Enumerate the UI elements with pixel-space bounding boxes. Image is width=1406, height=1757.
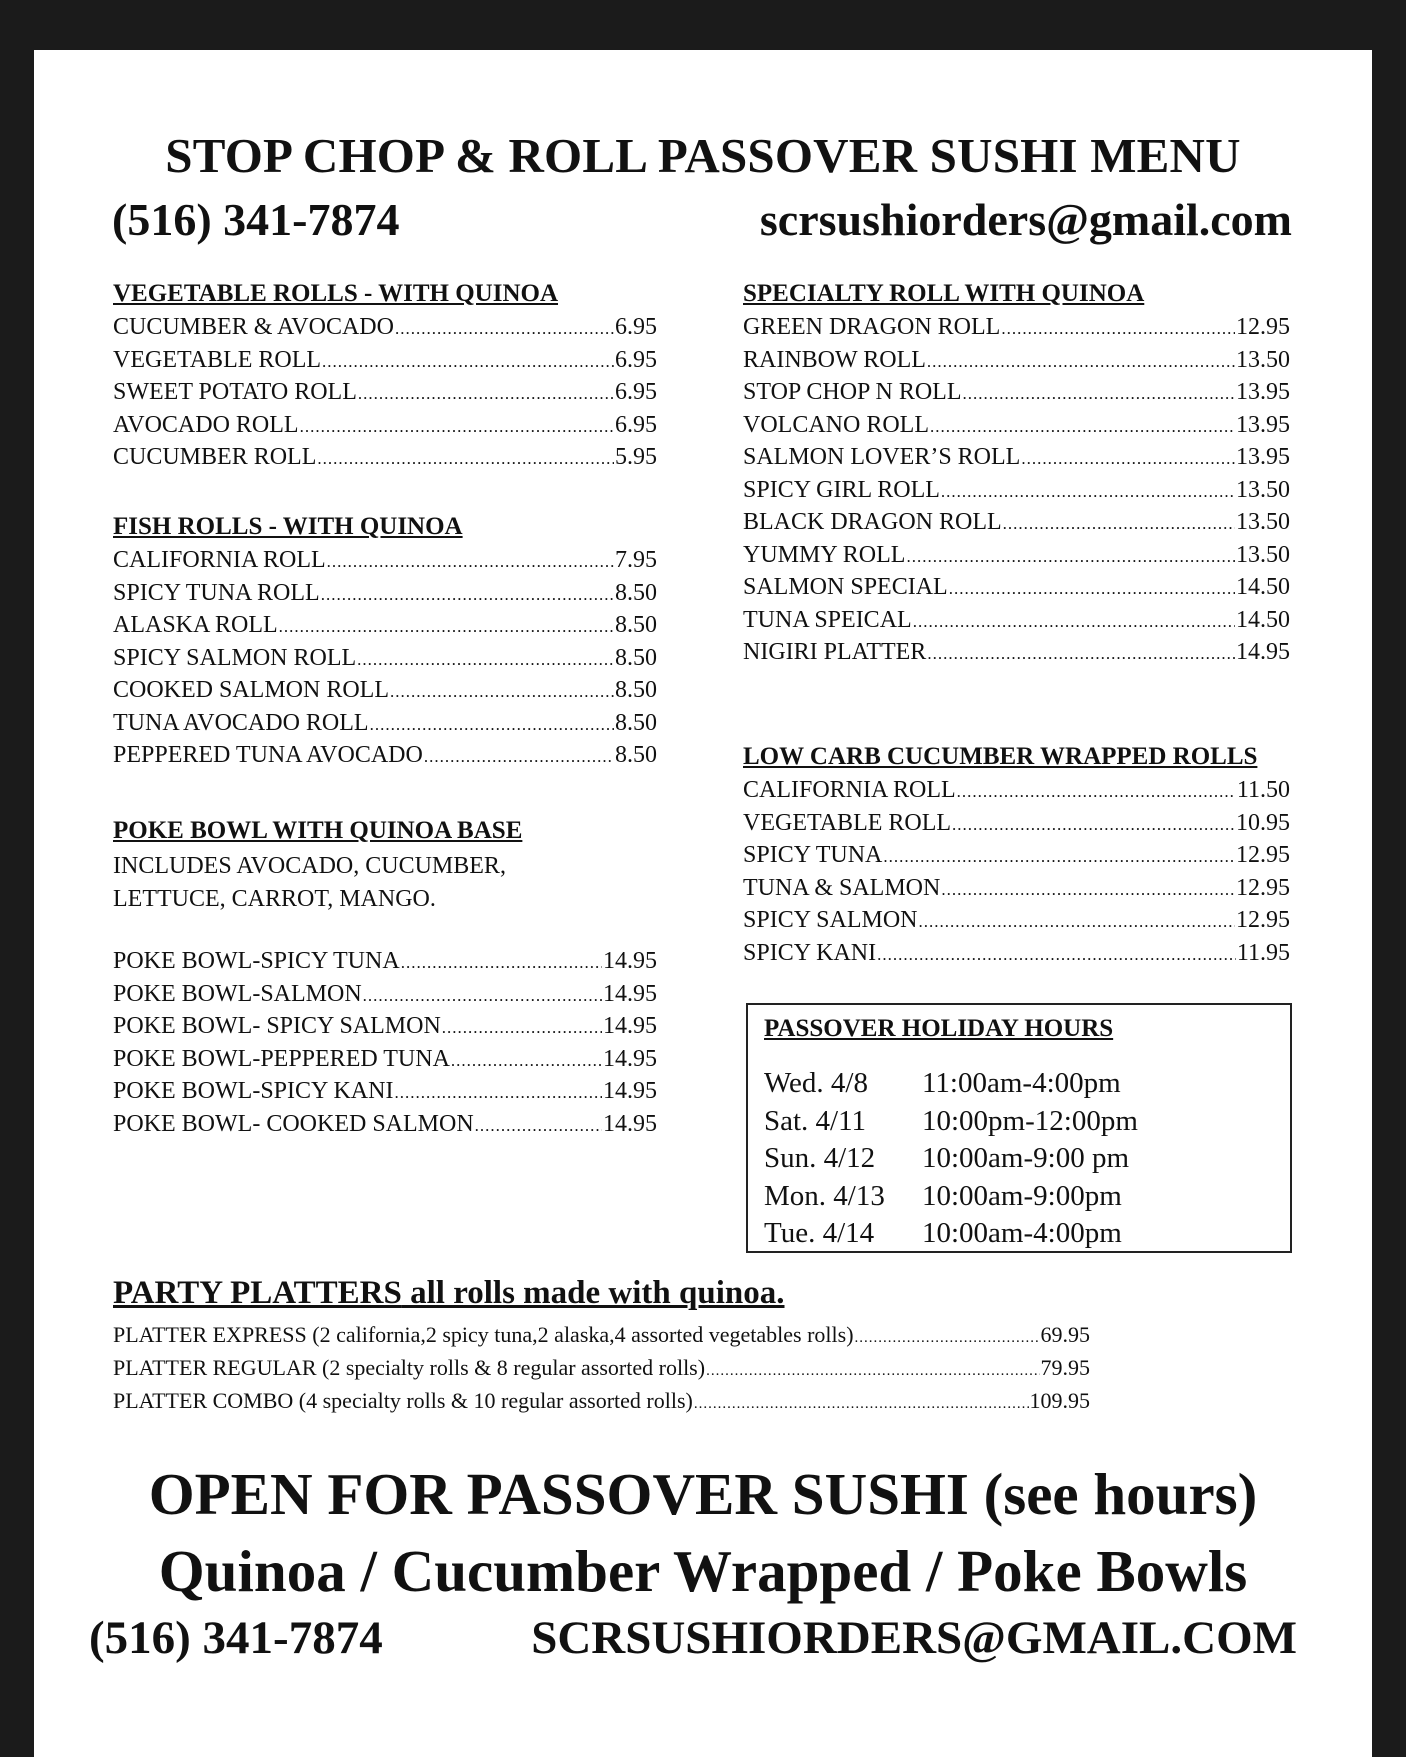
dot-leader: [957, 782, 1236, 802]
dot-leader: [927, 352, 1235, 372]
menu-item-name: VEGETABLE ROLL: [743, 809, 952, 836]
menu-item-price: 12.95: [1236, 907, 1290, 933]
menu-item-price: 14.50: [1236, 574, 1290, 600]
holiday-day: Mon. 4/13: [764, 1179, 885, 1212]
menu-item-price: 11.50: [1236, 777, 1290, 803]
holiday-hours: 10:00am-9:00 pm: [922, 1142, 1130, 1174]
menu-item: [743, 810, 1290, 843]
menu-item: [113, 547, 657, 580]
menu-item-price: 14.95: [603, 1078, 657, 1104]
menu-item-name: AVOCADO ROLL: [113, 411, 299, 438]
menu-item-price: 13.50: [1236, 476, 1290, 503]
party-platters-list: [113, 1322, 1090, 1421]
holiday-hours-heading: PASSOVER HOLIDAY HOURS: [764, 1015, 1114, 1042]
menu-item: [743, 574, 1290, 607]
menu-item: [113, 314, 657, 347]
menu-item-name: SPICY TUNA ROLL: [113, 579, 320, 606]
offerings-banner: Quinoa / Cucumber Wrapped / Poke Bowls: [158, 1538, 1248, 1604]
dot-leader: [913, 612, 1235, 632]
menu-item: [113, 1355, 1090, 1388]
menu-item: [113, 645, 657, 678]
menu-item: [743, 444, 1290, 477]
holiday-day: Wed. 4/8: [764, 1067, 868, 1099]
section-heading-poke-bowls: POKE BOWL WITH QUINOA BASE: [113, 817, 523, 844]
menu-item-price: 79.95: [1040, 1355, 1090, 1380]
dot-leader: [401, 953, 602, 973]
menu-item-name: TUNA AVOCADO ROLL: [113, 709, 369, 736]
menu-item-price: 14.95: [603, 1045, 657, 1072]
menu-item-name: SPICY SALMON ROLL: [113, 644, 357, 671]
holiday-hours-list: [764, 1067, 1138, 1255]
dot-leader: [358, 384, 614, 404]
menu-item-price: 6.95: [615, 379, 657, 405]
menu-item-name: SPICY TUNA: [743, 842, 883, 868]
dot-leader: [300, 417, 614, 437]
menu-item-name: SPICY KANI: [743, 939, 877, 966]
menu-item-name: TUNA & SALMON: [743, 874, 941, 901]
menu-item-price: 8.50: [615, 742, 657, 768]
holiday-hours: 10:00pm-12:00pm: [922, 1104, 1138, 1137]
dot-leader: [370, 715, 614, 735]
menu-item-price: 14.95: [603, 1110, 657, 1137]
holiday-hours-row: [764, 1142, 1138, 1180]
dot-leader: [327, 552, 614, 572]
holiday-hours-box: [746, 1003, 1292, 1253]
menu-item: [113, 1078, 657, 1111]
menu-item: [743, 777, 1290, 810]
menu-item-price: 8.50: [615, 677, 657, 703]
phone-number: (516) 341-7874: [112, 194, 400, 245]
menu-item-name: CUCUMBER ROLL: [113, 444, 317, 470]
holiday-hours: 10:00am-4:00pm: [922, 1217, 1122, 1249]
menu-item-name: PLATTER REGULAR (2 specialty rolls & 8 regular assorted rolls): [113, 1355, 706, 1380]
menu-item: [743, 875, 1290, 908]
menu-item-price: 6.95: [615, 411, 657, 438]
menu-item-name: PLATTER EXPRESS (2 california,2 spicy tuna,2 alaska,4 assorted vegetables rolls): [113, 1322, 854, 1347]
menu-item-price: 6.95: [615, 314, 657, 340]
menu-item-price: 14.95: [603, 1013, 657, 1039]
menu-item: [743, 842, 1290, 875]
menu-item-price: 5.95: [615, 444, 657, 470]
dot-leader: [855, 1330, 1040, 1347]
menu-item-price: 8.50: [615, 612, 657, 638]
menu-item-name: VEGETABLE ROLL: [113, 346, 322, 373]
dot-leader: [363, 986, 602, 1006]
dot-leader: [1003, 514, 1235, 534]
menu-item: [113, 742, 657, 775]
menu-item-price: 6.95: [615, 346, 657, 373]
menu-item: [743, 940, 1290, 973]
menu-item-name: SALMON SPECIAL: [743, 574, 948, 600]
menu-item: [743, 607, 1290, 640]
dot-leader: [962, 384, 1235, 404]
menu-title: STOP CHOP & ROLL PASSOVER SUSHI MENU: [165, 128, 1241, 183]
dot-leader: [321, 585, 614, 605]
menu-item-price: 8.50: [615, 709, 657, 736]
poke-bowls-list: [113, 948, 657, 1143]
menu-item-price: 10.95: [1236, 809, 1290, 836]
menu-item-name: CALIFORNIA ROLL: [113, 547, 326, 573]
menu-item-price: 12.95: [1236, 314, 1290, 340]
menu-item-price: 12.95: [1236, 874, 1290, 901]
dot-leader: [442, 1018, 602, 1038]
menu-item-price: 13.50: [1236, 509, 1290, 535]
menu-item-name: ALASKA ROLL: [113, 612, 278, 638]
dot-leader: [279, 617, 614, 637]
dot-leader: [317, 449, 614, 469]
menu-item-price: 8.50: [615, 579, 657, 606]
menu-item: [113, 347, 657, 380]
menu-item-name: PEPPERED TUNA AVOCADO: [113, 742, 423, 768]
menu-item: [743, 907, 1290, 940]
dot-leader: [1001, 319, 1235, 339]
menu-item-name: SALMON LOVER’S ROLL: [743, 444, 1021, 470]
open-for-passover-banner: OPEN FOR PASSOVER SUSHI (see hours): [148, 1461, 1258, 1527]
holiday-hours-row: [764, 1180, 1138, 1218]
dot-leader: [694, 1396, 1029, 1413]
dot-leader: [451, 1051, 602, 1071]
menu-item-name: STOP CHOP N ROLL: [743, 379, 962, 405]
menu-item: [113, 412, 657, 445]
menu-item: [113, 580, 657, 613]
dot-leader: [357, 650, 614, 670]
footer-email-address: SCRSUSHIORDERS@GMAIL.COM: [531, 1612, 1297, 1664]
menu-item: [113, 710, 657, 743]
menu-item-name: POKE BOWL-SPICY KANI: [113, 1078, 394, 1104]
menu-item-price: 14.95: [603, 980, 657, 1007]
dot-leader: [877, 945, 1236, 965]
menu-item-name: BLACK DRAGON ROLL: [743, 509, 1002, 535]
menu-item-price: 7.95: [615, 547, 657, 573]
menu-item: [743, 477, 1290, 510]
menu-item-name: CALIFORNIA ROLL: [743, 777, 956, 803]
menu-item-name: YUMMY ROLL: [743, 541, 906, 568]
dot-leader: [941, 482, 1235, 502]
dot-leader: [395, 319, 614, 339]
menu-item: [113, 1388, 1090, 1421]
menu-item-name: NIGIRI PLATTER: [743, 639, 927, 665]
menu-item-name: POKE BOWL-SPICY TUNA: [113, 948, 400, 974]
menu-item-name: SWEET POTATO ROLL: [113, 379, 357, 405]
specialty-rolls-list: [743, 314, 1290, 672]
poke-bowl-description-line: LETTUCE, CARROT, MANGO.: [113, 885, 436, 912]
dot-leader: [941, 880, 1235, 900]
vegetable-rolls-list: [113, 314, 657, 477]
fish-rolls-list: [113, 547, 657, 775]
menu-item-price: 13.50: [1236, 346, 1290, 373]
dot-leader: [1021, 449, 1235, 469]
poke-bowl-description: [113, 850, 506, 915]
menu-item-name: COOKED SALMON ROLL: [113, 677, 389, 703]
holiday-hours-row: [764, 1217, 1138, 1255]
dot-leader: [390, 682, 614, 702]
menu-item-name: POKE BOWL- SPICY SALMON: [113, 1013, 441, 1039]
dot-leader: [927, 644, 1235, 664]
menu-item-name: RAINBOW ROLL: [743, 346, 926, 373]
dot-leader: [475, 1116, 602, 1136]
menu-item: [113, 1322, 1090, 1355]
section-heading-vegetable-rolls: VEGETABLE ROLLS - WITH QUINOA: [113, 280, 559, 307]
dot-leader: [706, 1363, 1039, 1380]
menu-item: [113, 1013, 657, 1046]
dot-leader: [883, 847, 1235, 867]
dot-leader: [952, 815, 1235, 835]
menu-item-name: POKE BOWL- COOKED SALMON: [113, 1110, 474, 1137]
menu-item-price: 14.95: [1236, 639, 1290, 665]
menu-item-price: 69.95: [1040, 1322, 1090, 1347]
menu-item: [113, 1046, 657, 1079]
holiday-hours-row: [764, 1105, 1138, 1143]
menu-item-price: 8.50: [615, 644, 657, 671]
menu-item: [743, 412, 1290, 445]
menu-item: [743, 509, 1290, 542]
dot-leader: [930, 417, 1235, 437]
menu-item: [113, 981, 657, 1014]
menu-item-price: 12.95: [1236, 842, 1290, 868]
menu-item-price: 109.95: [1029, 1388, 1090, 1413]
menu-item: [743, 542, 1290, 575]
footer-phone-number: (516) 341-7874: [89, 1612, 383, 1664]
menu-item-price: 13.95: [1236, 379, 1290, 405]
holiday-hours: 11:00am-4:00pm: [922, 1067, 1121, 1099]
menu-item-price: 13.95: [1236, 411, 1290, 438]
menu-item: [743, 347, 1290, 380]
dot-leader: [949, 579, 1235, 599]
section-heading-low-carb-rolls: LOW CARB CUCUMBER WRAPPED ROLLS: [743, 743, 1258, 770]
menu-item: [743, 314, 1290, 347]
menu-item-price: 13.95: [1236, 444, 1290, 470]
menu-item-name: SPICY SALMON: [743, 907, 918, 933]
menu-item: [743, 379, 1290, 412]
menu-item: [743, 639, 1290, 672]
menu-item-name: TUNA SPEICAL: [743, 606, 912, 633]
menu-item-name: SPICY GIRL ROLL: [743, 476, 940, 503]
menu-item: [113, 677, 657, 710]
menu-item-name: CUCUMBER & AVOCADO: [113, 314, 394, 340]
dot-leader: [906, 547, 1235, 567]
menu-item-name: POKE BOWL-PEPPERED TUNA: [113, 1045, 450, 1072]
menu-item-name: POKE BOWL-SALMON: [113, 980, 362, 1007]
holiday-hours: 10:00am-9:00pm: [922, 1179, 1122, 1212]
menu-item-price: 14.95: [603, 948, 657, 974]
menu-item: [113, 444, 657, 477]
dot-leader: [322, 352, 614, 372]
menu-item-price: 14.50: [1236, 606, 1290, 633]
party-platters-heading: [113, 1275, 785, 1312]
holiday-day: Tue. 4/14: [764, 1217, 875, 1249]
email-address: scrsushiorders@gmail.com: [759, 194, 1292, 245]
menu-item-name: PLATTER COMBO (4 specialty rolls & 10 regular assorted rolls): [113, 1388, 693, 1413]
menu-item-name: VOLCANO ROLL: [743, 411, 929, 438]
holiday-day: Sun. 4/12: [764, 1142, 876, 1174]
menu-page: [34, 50, 1372, 1757]
party-platters-heading-bold: PARTY PLATTERS: [113, 1275, 402, 1311]
party-platters-heading-rest: all rolls made with quinoa.: [401, 1275, 785, 1311]
menu-item-price: 11.95: [1236, 939, 1290, 966]
menu-item: [113, 1111, 657, 1144]
dot-leader: [394, 1083, 602, 1103]
menu-item: [113, 612, 657, 645]
holiday-hours-row: [764, 1067, 1138, 1105]
holiday-day: Sat. 4/11: [764, 1104, 867, 1137]
dot-leader: [918, 912, 1235, 932]
section-heading-specialty-rolls: SPECIALTY ROLL WITH QUINOA: [743, 280, 1145, 307]
menu-item: [113, 379, 657, 412]
dot-leader: [424, 747, 614, 767]
menu-item-price: 13.50: [1236, 541, 1290, 568]
menu-item-name: GREEN DRAGON ROLL: [743, 314, 1001, 340]
low-carb-rolls-list: [743, 777, 1290, 972]
menu-item: [113, 948, 657, 981]
section-heading-fish-rolls: FISH ROLLS - WITH QUINOA: [113, 513, 463, 540]
poke-bowl-description-line: INCLUDES AVOCADO, CUCUMBER,: [113, 853, 506, 879]
